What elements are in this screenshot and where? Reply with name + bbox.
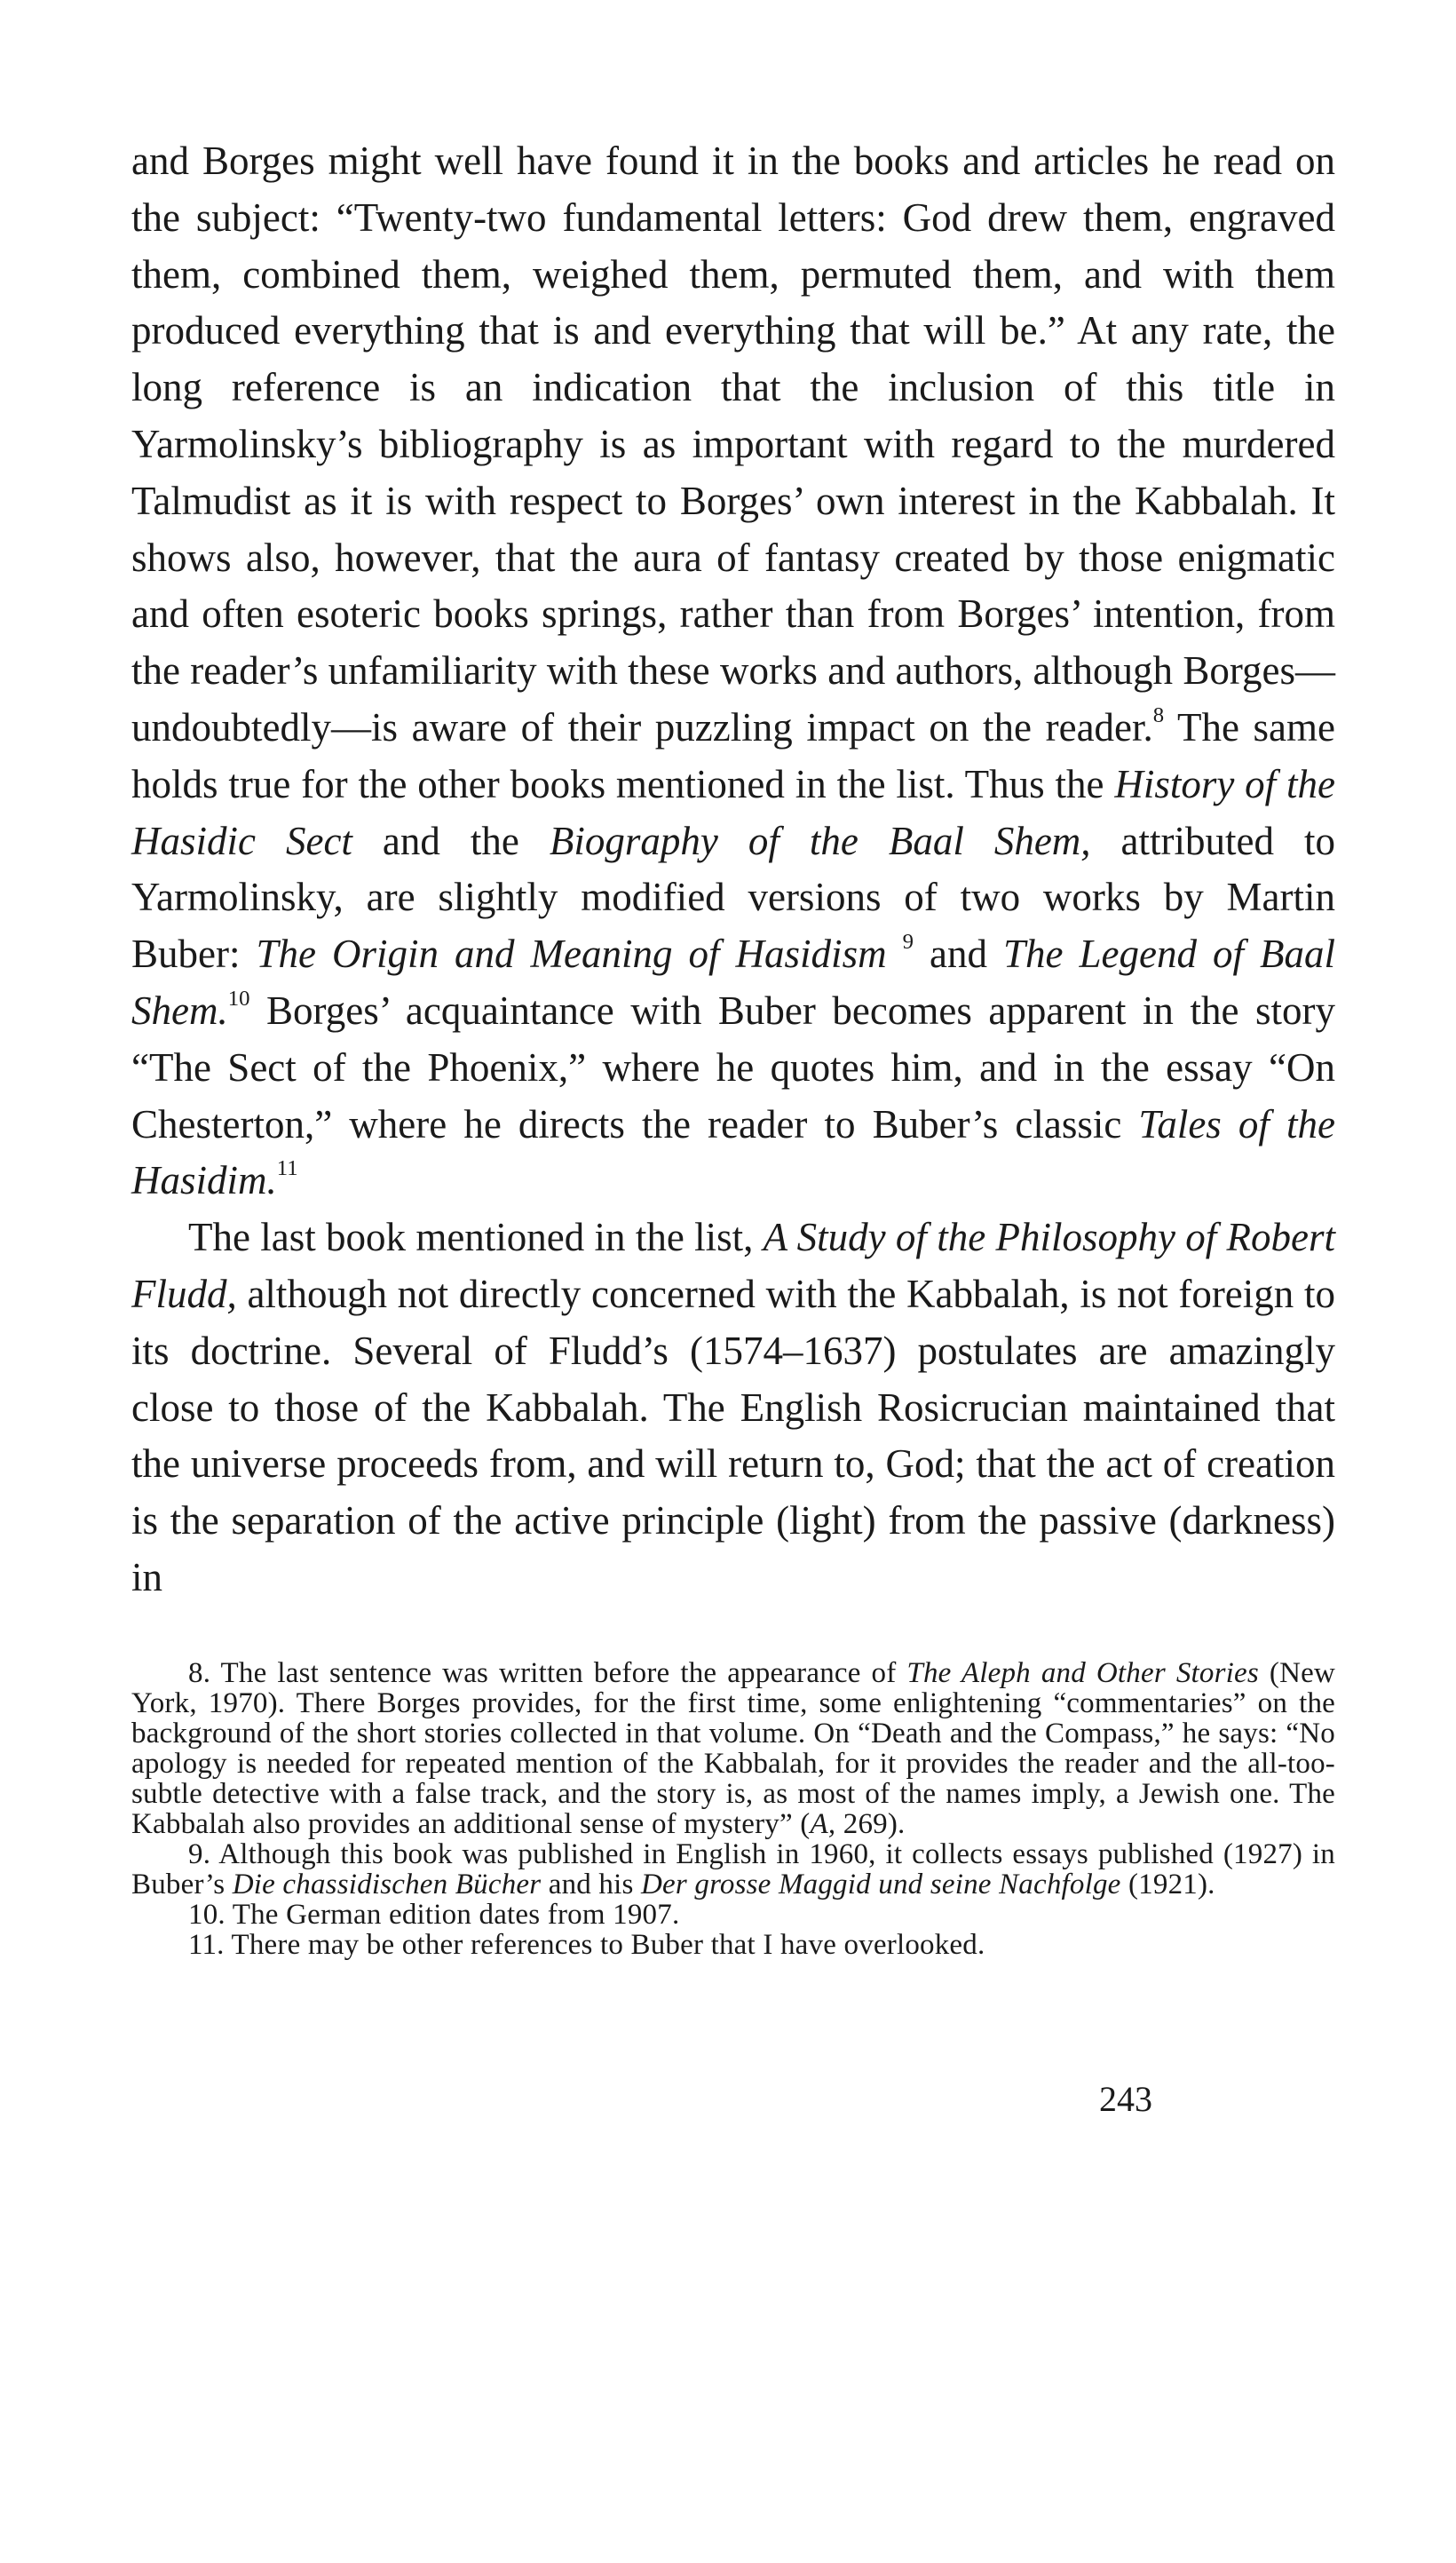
footnote-text: The last sentence was written before the appearance of xyxy=(210,1656,907,1689)
paragraph-1 xyxy=(131,133,1335,1210)
page-content xyxy=(131,133,1335,1960)
footnote-italic: Der grosse Maggid und seine Nachfolge xyxy=(641,1868,1121,1900)
footnote-number: 11. xyxy=(188,1928,225,1961)
footnote-italic: A, xyxy=(810,1807,836,1840)
footnote-number: 10. xyxy=(188,1898,226,1931)
footnote-italic: The Aleph and Other Stories xyxy=(906,1656,1259,1689)
page-number: 243 xyxy=(1099,2079,1152,2119)
footnote-ref-11: 11 xyxy=(276,1156,298,1181)
book-title-italic: A Study of the Philosophy of Robert Fludd, xyxy=(131,1215,1335,1316)
footnote-ref-10: 10 xyxy=(227,986,250,1011)
book-title-italic: History of the Hasidic Sect xyxy=(131,761,1336,863)
main-text xyxy=(131,133,1335,1607)
footnote-9 xyxy=(131,1839,1335,1900)
book-title-italic: The Legend of Baal Shem. xyxy=(131,932,1335,1033)
paragraph-text: although not directly concerned with the Kabbalah, is not foreign to its doctrine. Several of Fludd’s (1574–1637) postulates are amazingly close to those of the Kabbalah. The English Rosicrucian maintained that the universe proceeds from, and will return to, God; that the act of creation is the separation of the active principle (light) from the passive (darkness) in xyxy=(131,1271,1335,1599)
paragraph-text: and the xyxy=(352,818,550,863)
paragraph-text: and Borges might well have found it in the books and articles he read on the subject: “Twenty-two fundamental letters: God drew them, engraved them, combined them, weighed them, permuted them, and with them produced everything that is and everything that will be.” At any rate, the long reference is an indication that the inclusion of this title in Yarmolinsky’s bibliography is as important with regard to the murdered Talmudist as it is with respect to Borges’ own interest in the Kabbalah. It shows also, however, that the aura of fantasy created by those enigmatic and often esoteric books springs, rather than from Borges’ intention, from the reader’s unfamiliarity with these works and authors, although Borges—undoubtedly—is aware of their puzzling impact on the reader. xyxy=(131,139,1335,750)
footnote-text: 269). xyxy=(835,1807,906,1840)
footnotes xyxy=(131,1658,1335,1960)
paragraph-text: and xyxy=(913,932,1003,977)
footnote-10 xyxy=(131,1900,1335,1930)
book-title-italic: Biography of the Baal Shem, xyxy=(549,818,1091,863)
paragraph-text: The last book mentioned in the list, xyxy=(188,1215,764,1260)
paragraph-text: Borges’ acquaintance with Buber becomes apparent in the story “The Sect of the Phoenix,” where he quotes him, and in the essay “On Chesterton,” where he directs the reader to Buber’s classic xyxy=(131,988,1335,1147)
footnote-ref-8: 8 xyxy=(1152,702,1165,727)
paragraph-text: The same holds true for the other books mentioned in the list. Thus the xyxy=(131,704,1335,806)
footnote-text: There may be other references to Buber that I have overlooked. xyxy=(224,1928,985,1961)
footnote-italic: Die chassidischen Bücher xyxy=(232,1868,542,1900)
footnote-text: The German edition dates from 1907. xyxy=(225,1898,680,1931)
footnote-number: 9. xyxy=(188,1837,211,1870)
footnote-text: (1921). xyxy=(1120,1868,1215,1900)
paragraph-text: attributed to Yarmolinsky, are slightly modified versions of two works by Martin Buber: xyxy=(131,818,1336,977)
book-title-italic: The Origin and Meaning of Hasidism xyxy=(256,932,887,977)
footnote-8 xyxy=(131,1658,1335,1839)
footnote-ref-9: 9 xyxy=(902,930,914,955)
footnote-number: 8. xyxy=(188,1656,211,1689)
footnote-11 xyxy=(131,1930,1335,1960)
paragraph-2 xyxy=(131,1210,1335,1607)
book-title-italic: Tales of the Hasidim. xyxy=(131,1101,1335,1203)
footnote-text: Although this book was published in English in 1960, it collects essays published (1927) in Buber’s xyxy=(131,1837,1335,1900)
footnote-text: (New York, 1970). There Borges provides, for the first time, some enlightening “commentaries” on the background of the short stories collected in that volume. On “Death and the Compass,” he says: “No apology is needed for repeated mention of the Kabbalah, for it provides the reader and the all-too-subtle detective with a false track, and the story is, as most of the names imply, a Jewish one. The Kabbalah also provides an additional sense of mystery” ( xyxy=(131,1656,1336,1840)
footnote-text: and his xyxy=(541,1868,641,1900)
